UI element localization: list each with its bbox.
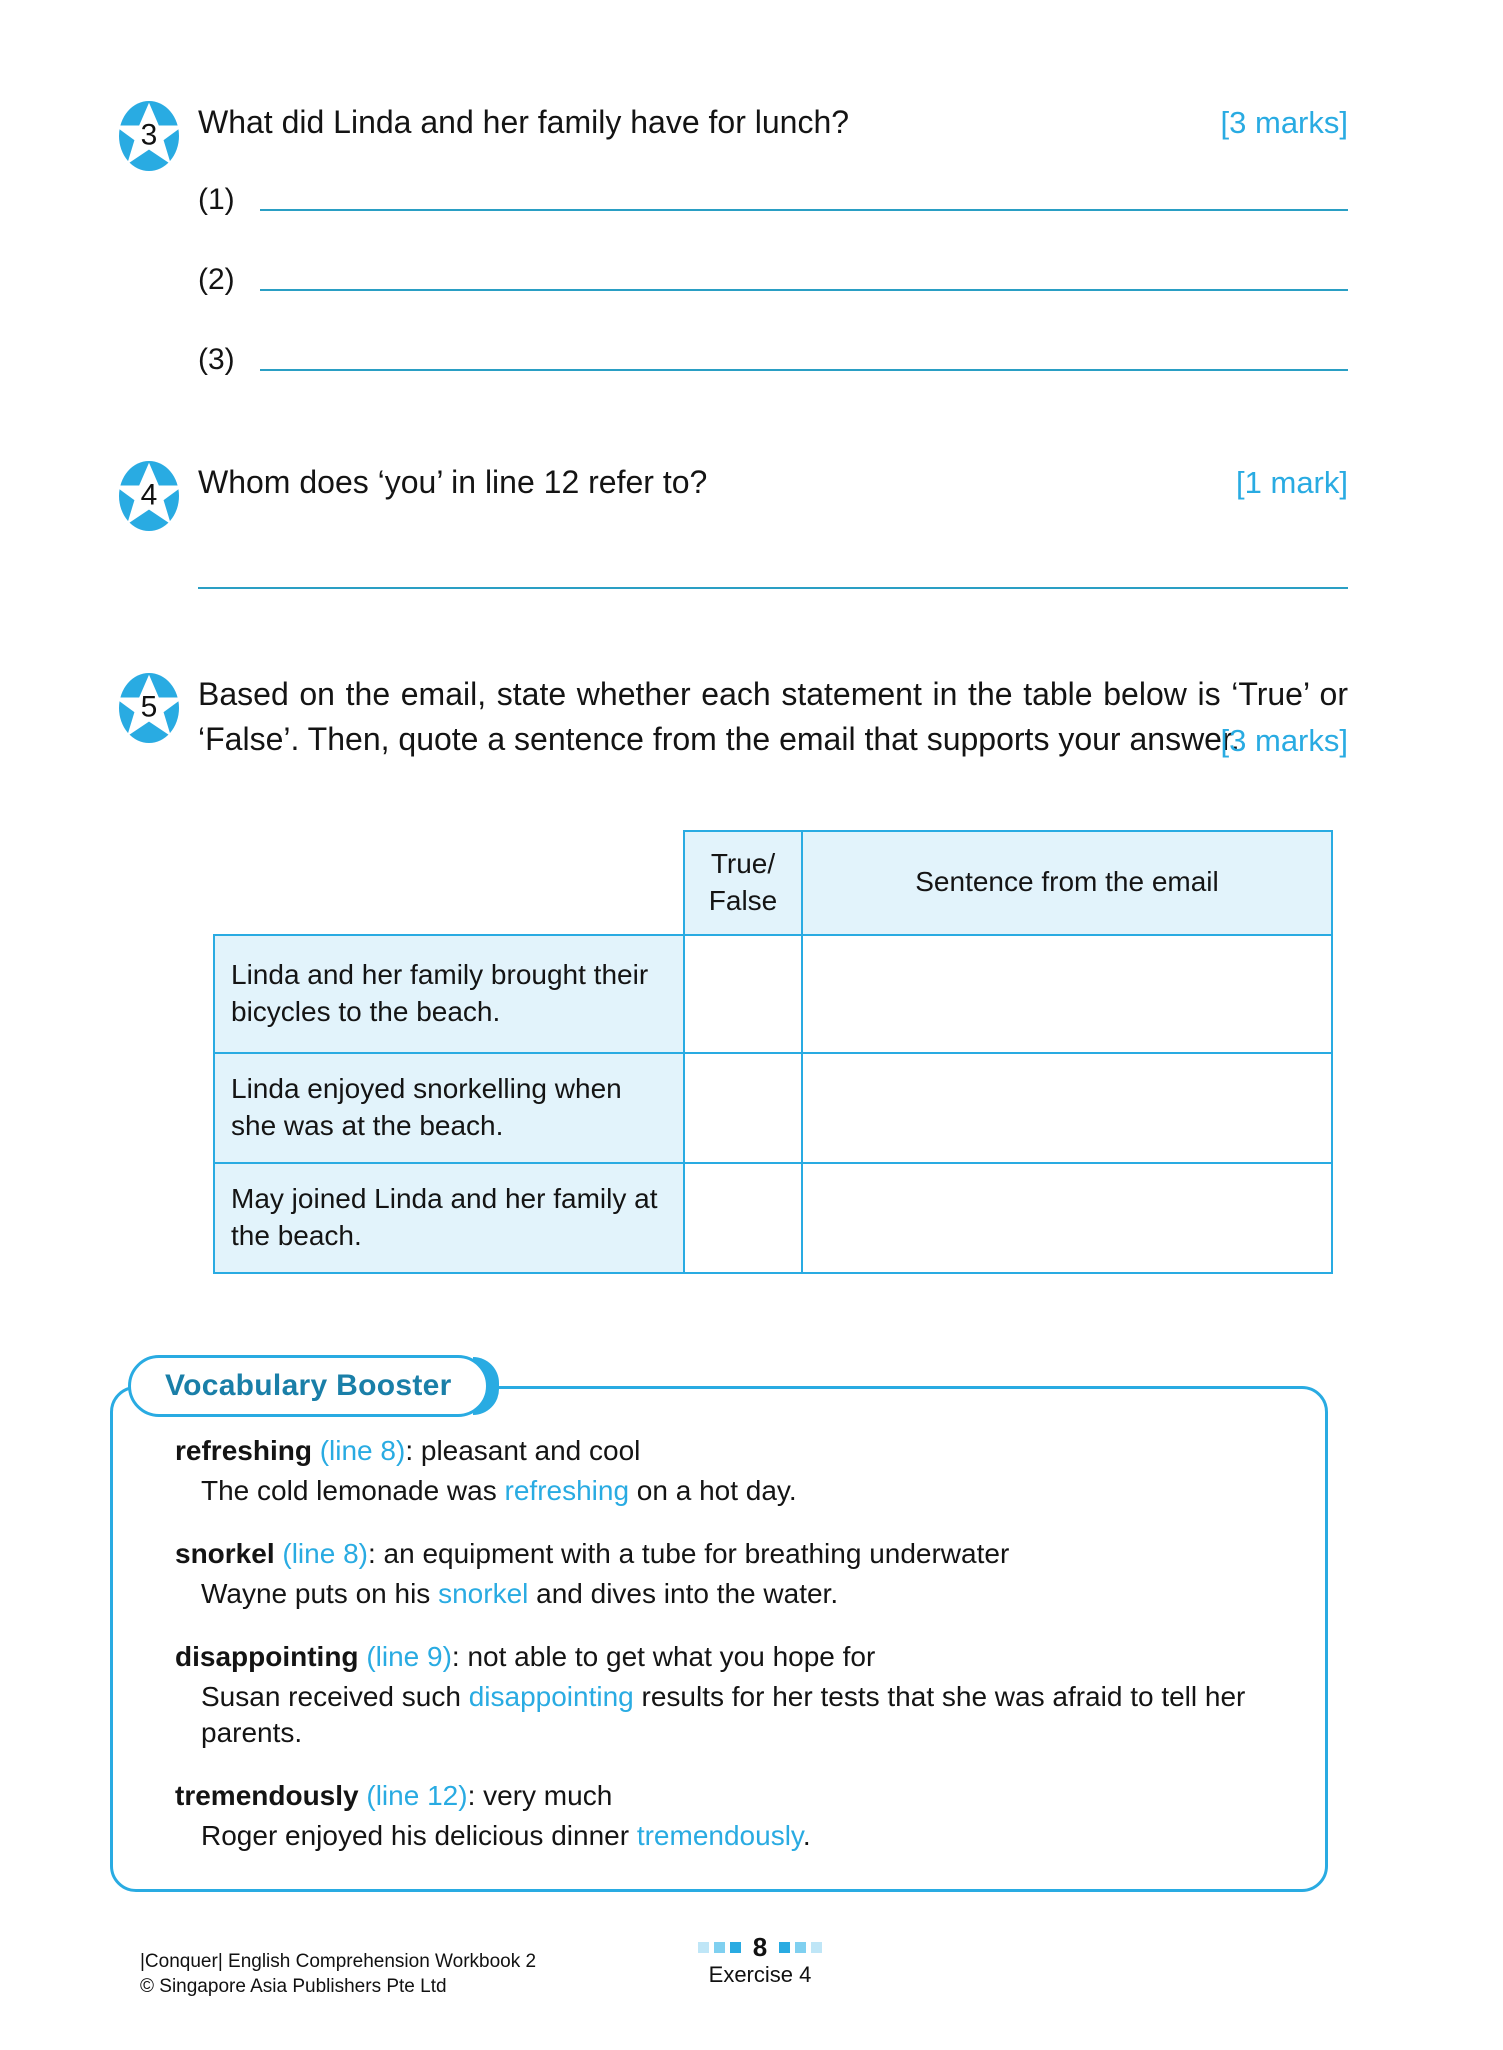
answer-rule-2[interactable] <box>260 289 1348 291</box>
table-row <box>214 1163 1332 1273</box>
page-marker-square-left-3 <box>730 1942 741 1953</box>
question-5-block <box>118 672 1348 759</box>
question-3-heading-row <box>198 100 1348 145</box>
vocabulary-word: refreshing <box>175 1435 312 1466</box>
table-header-row <box>214 831 1332 935</box>
table-row <box>214 1053 1332 1163</box>
sentence-input-2[interactable] <box>802 1053 1332 1163</box>
table-header-true-false <box>684 831 802 935</box>
vocabulary-definition: : not able to get what you hope for <box>451 1640 876 1672</box>
vocabulary-example-highlight: disappointing <box>468 1680 634 1712</box>
table-row <box>214 935 1332 1053</box>
vocabulary-example-after: results for her tests that she was afraid to tell her parents. <box>201 1680 1246 1749</box>
vocabulary-example-after: on a hot day. <box>629 1475 797 1507</box>
question-4-marks: [1 mark] <box>1236 465 1348 500</box>
question-5-marks: [3 marks] <box>1220 722 1348 758</box>
answer-rule-1[interactable] <box>260 209 1348 211</box>
question-3-marks: [3 marks] <box>1220 105 1348 140</box>
question-number-badge-5 <box>118 672 180 744</box>
vocabulary-entry <box>175 1778 1285 1855</box>
vocabulary-example-before: Roger enjoyed his delicious dinner <box>201 1820 637 1852</box>
question-3-text: What did Linda and her family have for lunch? <box>198 104 850 140</box>
sentence-input-1[interactable] <box>802 935 1332 1053</box>
question-number-badge-3 <box>118 100 180 172</box>
vocabulary-example-before: The cold lemonade was <box>201 1475 505 1507</box>
question-number-4: 4 <box>140 478 158 512</box>
true-false-input-3[interactable] <box>684 1163 802 1273</box>
footer-title-line1: |Conquer| English Comprehension Workbook 2 <box>140 1950 537 1972</box>
vocabulary-word: disappointing <box>175 1640 359 1672</box>
vocabulary-word: snorkel <box>175 1537 275 1569</box>
footer-exercise-label: Exercise 4 <box>708 1962 812 1987</box>
answer-line-1[interactable] <box>198 183 1348 217</box>
vocabulary-example-highlight: snorkel <box>438 1578 529 1610</box>
vocabulary-entry-head <box>175 1433 1285 1469</box>
question-4-block <box>118 460 1348 589</box>
vocabulary-entry-head <box>175 1639 1285 1675</box>
footer-title-line2: © Singapore Asia Publishers Pte Ltd <box>140 1976 447 1998</box>
vocabulary-entry <box>175 1433 1285 1510</box>
vocabulary-entry-head <box>175 1778 1285 1814</box>
footer-page-marker <box>640 1934 880 1988</box>
page-number: 8 <box>752 1932 768 1962</box>
statement-cell-1: Linda and her family brought their bicycles to the beach. <box>214 935 684 1053</box>
vocabulary-example <box>201 1818 1285 1854</box>
vocabulary-booster-tab <box>128 1355 499 1417</box>
true-false-input-2[interactable] <box>684 1053 802 1163</box>
page-marker-square-left-1 <box>698 1942 709 1953</box>
page-marker-square-right-2 <box>795 1942 806 1953</box>
vocabulary-example-before: Wayne puts on his <box>201 1578 439 1610</box>
page-marker-square-left-2 <box>714 1942 725 1953</box>
question-4-heading-row <box>198 460 1348 505</box>
vocabulary-example <box>201 1679 1285 1752</box>
vocabulary-definition: : very much <box>467 1779 613 1811</box>
sentence-input-3[interactable] <box>802 1163 1332 1273</box>
vocabulary-booster-title: Vocabulary Booster <box>165 1369 452 1402</box>
vocabulary-entry <box>175 1639 1285 1752</box>
question-5-text: Based on the email, state whether each statement in the table below is ‘True’ or ‘False’. Then, quote a sentence from the email that supports your answer. <box>198 676 1348 758</box>
vocabulary-word: tremendously <box>175 1779 359 1811</box>
vocabulary-booster-pill <box>128 1355 489 1417</box>
answer-line-4[interactable] <box>198 587 1348 589</box>
page-marker-square-right-3 <box>811 1942 822 1953</box>
vocabulary-example-highlight: refreshing <box>504 1475 630 1507</box>
vocabulary-example-highlight: tremendously <box>636 1820 803 1852</box>
vocabulary-example-before: Susan received such <box>201 1680 469 1712</box>
table-header-true-false-line2: False <box>708 884 778 916</box>
page-number-row <box>640 1934 880 1960</box>
question-number-badge-4 <box>118 460 180 532</box>
answer-label-1: (1) <box>198 183 235 217</box>
vocabulary-definition: : an equipment with a tube for breathing underwater <box>367 1537 1010 1569</box>
question-3-body <box>198 100 1348 377</box>
question-4-text: Whom does ‘you’ in line 12 refer to? <box>198 464 708 500</box>
answer-label-2: (2) <box>198 263 235 297</box>
table-header-true-false-line1: True/ <box>710 848 776 879</box>
table-corner-cell <box>214 831 684 935</box>
question-5-body <box>198 672 1348 759</box>
true-false-table <box>213 830 1333 1274</box>
statement-cell-2: Linda enjoyed snorkelling when she was at the beach. <box>214 1053 684 1163</box>
footer-publisher-info <box>140 1949 536 2000</box>
answer-rule-4[interactable] <box>198 587 1348 589</box>
question-3-block <box>118 100 1348 377</box>
answer-rule-3[interactable] <box>260 369 1348 371</box>
true-false-input-1[interactable] <box>684 935 802 1053</box>
vocabulary-line-ref: (line 9) <box>366 1640 452 1672</box>
vocabulary-example <box>201 1473 1285 1509</box>
vocabulary-entry-head <box>175 1536 1285 1572</box>
vocabulary-line-ref: (line 8) <box>319 1435 406 1466</box>
vocabulary-line-ref: (line 12) <box>366 1779 468 1811</box>
answer-line-2[interactable] <box>198 263 1348 297</box>
table-header-sentence: Sentence from the email <box>802 831 1332 935</box>
vocabulary-line-ref: (line 8) <box>282 1537 368 1569</box>
vocabulary-example-after: and dives into the water. <box>528 1578 839 1610</box>
page-marker-square-right-1 <box>779 1942 790 1953</box>
vocabulary-booster-section <box>110 1355 1328 1892</box>
vocabulary-entry <box>175 1536 1285 1613</box>
vocabulary-booster-box <box>110 1386 1328 1892</box>
question-number-5: 5 <box>140 690 158 724</box>
vocabulary-definition: : pleasant and cool <box>405 1435 641 1466</box>
answer-line-3[interactable] <box>198 343 1348 377</box>
question-4-body <box>198 460 1348 589</box>
question-number-3: 3 <box>140 118 158 152</box>
statement-cell-3: May joined Linda and her family at the beach. <box>214 1163 684 1273</box>
answer-label-3: (3) <box>198 343 235 377</box>
vocabulary-example-after: . <box>802 1820 811 1852</box>
vocabulary-example <box>201 1576 1285 1612</box>
